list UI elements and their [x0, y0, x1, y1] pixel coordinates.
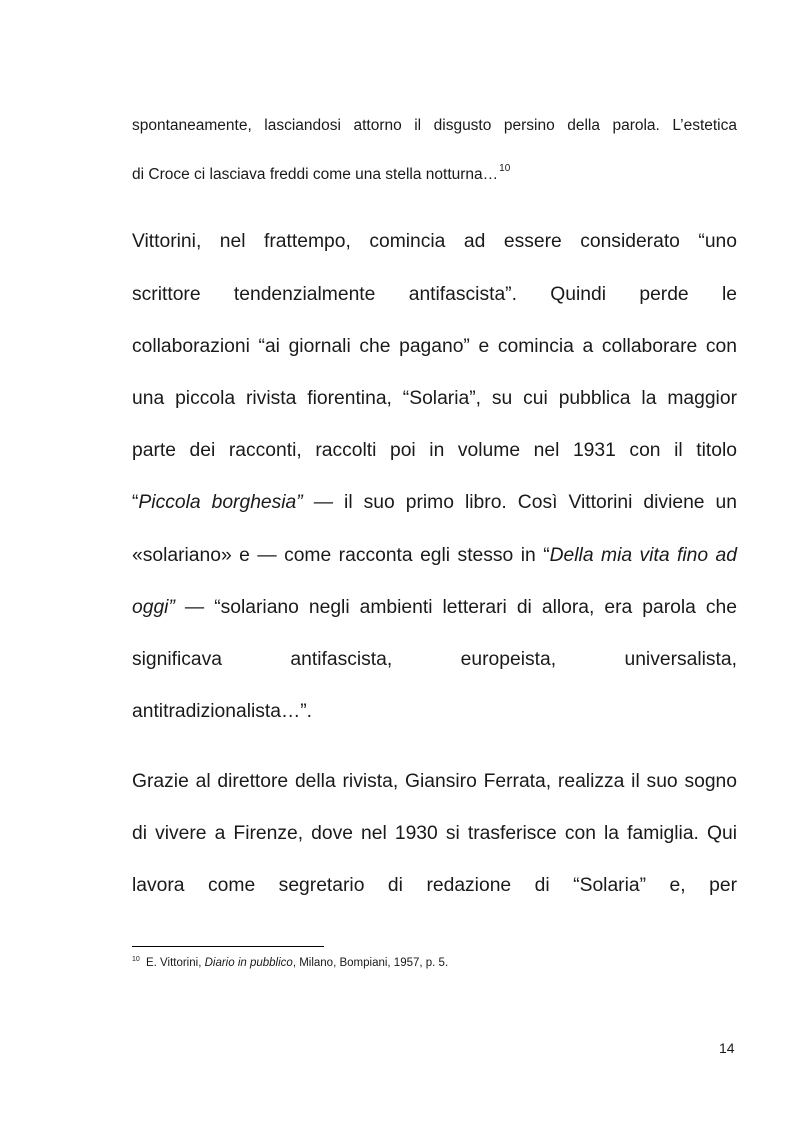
paragraph-2-line-2: di vivere a Firenze, dove nel 1930 si trasferisce con la famiglia. Qui — [132, 823, 737, 844]
paragraph-1-line-8-text: — “solariano negli ambienti letterari di allora, era parola che — [174, 597, 737, 618]
quote-line-2 — [132, 163, 737, 184]
paragraph-1-line-6-text: — il suo primo libro. Così Vittorini diviene un — [302, 492, 737, 513]
footnote — [132, 957, 448, 969]
paragraph-1-line-9: significava antifascista, europeista, universalista, — [132, 649, 737, 670]
book-title-della-mia-vita: Della mia vita fino ad — [549, 545, 737, 566]
footnote-number: 10 — [132, 956, 140, 963]
paragraph-2-line-1: Grazie al direttore della rivista, Giansiro Ferrata, realizza il suo sogno — [132, 771, 737, 792]
quote-line-2-text: di Croce ci lasciava freddi come una stella notturna — [132, 166, 483, 183]
quote-line-1: spontaneamente, lasciandosi attorno il disgusto persino della parola. L’estetica — [132, 117, 737, 134]
footnote-reference[interactable]: 10 — [499, 163, 511, 174]
book-title-oggi: oggi” — [132, 597, 175, 618]
page-number: 14 — [719, 1040, 735, 1056]
paragraph-1-line-7 — [132, 545, 737, 567]
paragraph-1-line-1: Vittorini, nel frattempo, comincia ad essere considerato “uno — [132, 231, 737, 252]
open-quote: “ — [132, 492, 139, 513]
paragraph-1-line-6 — [132, 492, 737, 514]
paragraph-1-line-4: una piccola rivista fiorentina, “Solaria”, su cui pubblica la maggior — [132, 388, 737, 409]
quote-ellipsis: … — [482, 166, 499, 183]
paragraph-1-line-3: collaborazioni “ai giornali che pagano” e comincia a collaborare con — [132, 336, 737, 357]
paragraph-1-line-10: antitradizionalista…”. — [132, 701, 313, 722]
paragraph-1-line-5: parte dei racconti, raccolti poi in volume nel 1931 con il titolo — [132, 440, 737, 461]
paragraph-1-line-8 — [132, 597, 737, 619]
footnote-divider — [132, 946, 324, 947]
paragraph-1-line-7-text: «solariano» e — come racconta egli stesso in “ — [132, 545, 550, 566]
footnote-author: E. Vittorini, — [142, 957, 205, 969]
footnote-title: Diario in pubblico — [204, 957, 293, 969]
paragraph-2-line-3: lavora come segretario di redazione di “Solaria” e, per — [132, 875, 737, 896]
book-title-piccola-borghesia: Piccola borghesia” — [138, 492, 303, 513]
paragraph-1-line-2: scrittore tendenzialmente antifascista”. Quindi perde le — [132, 284, 737, 305]
footnote-details: , Milano, Bompiani, 1957, p. 5. — [292, 957, 449, 969]
